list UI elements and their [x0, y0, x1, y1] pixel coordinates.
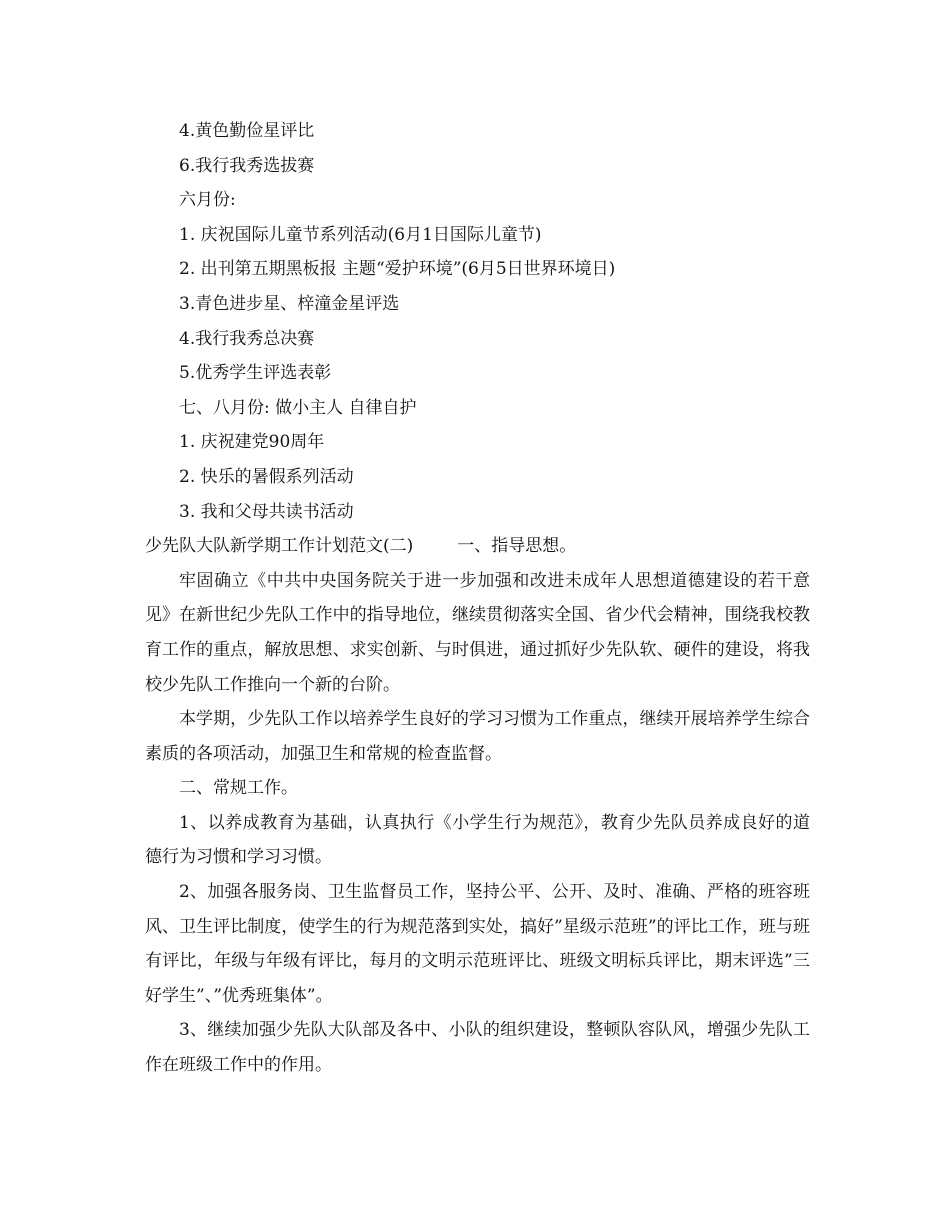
list-line: 1. 庆祝建党90周年	[179, 432, 325, 453]
body-paragraph: 本学期，少先队工作以培养学生良好的学习习惯为工作重点，继续开展培养学生综合素质的各项活动，加强卫生和常规的检查监督。	[145, 709, 810, 764]
body-paragraph: 2、加强各服务岗、卫生监督员工作，坚持公平、公开、及时、准确、严格的班容班风、卫生评比制度，使学生的行为规范落到实处，搞好”星级示范班”的评比工作，班与班有评比，年级与年级有评比，每月的文明示范班评比、班级文明标兵评比，期末评选”三好学生”、”优秀班集体”。	[145, 882, 810, 1006]
list-line: 5.优秀学生评选表彰	[179, 363, 332, 384]
body-paragraph: 3、继续加强少先队大队部及各中、小队的组织建设，整顿队容队风，增强少先队工作在班级工作中的作用。	[145, 1020, 810, 1076]
list-line: 4.黄色勤俭星评比	[179, 121, 315, 141]
body-paragraph: 1、以养成教育为基础，认真执行《小学生行为规范》，教育少先队员养成良好的道德行为习惯和学习习惯。	[145, 812, 810, 868]
body-paragraph: 牢固确立《中共中央国务院关于进一步加强和改进未成年人思想道德建设的若干意见》在新世纪少先队工作中的指导地位，继续贯彻落实全国、省少代会精神，围绕我校教育工作的重点，解放思想、求实创新、与时俱进，通过抓好少先队软、硬件的建设，将我校少先队工作推向一个新的台阶。	[145, 570, 810, 695]
list-line: 3. 我和父母共读书活动	[179, 501, 354, 522]
section-subtitle: 一、指导思想。	[457, 536, 577, 557]
list-line: 2. 出刊第五期黑板报 主题“爱护环境”(6月5日世界环境日)	[179, 259, 616, 280]
section-heading	[145, 529, 810, 564]
list-line: 1. 庆祝国际儿童节系列活动(6月1日国际儿童节)	[179, 224, 542, 245]
month-heading: 七、八月份: 做小主人 自律自护	[179, 397, 417, 418]
month-heading: 六月份:	[179, 190, 236, 211]
list-line: 6.我行我秀选拔赛	[179, 155, 315, 176]
list-line: 2. 快乐的暑假系列活动	[179, 466, 354, 487]
document-body	[145, 114, 810, 1083]
subsection-heading: 二、常规工作。	[179, 778, 298, 799]
section-title: 少先队大队新学期工作计划范文(二)	[145, 536, 414, 557]
list-line: 3.青色进步星、梓潼金星评选	[179, 293, 400, 314]
list-line: 4.我行我秀总决赛	[179, 328, 315, 349]
